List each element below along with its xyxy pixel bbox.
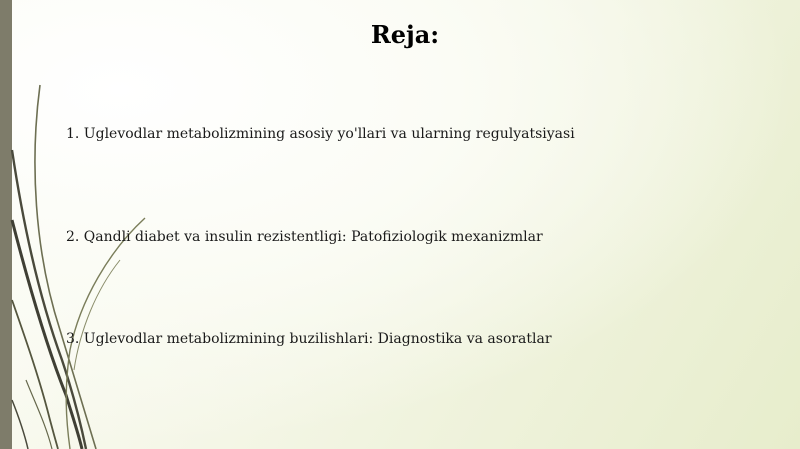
list-item: 2. Qandli diabet va insulin rezistentligi: Patofiziologik mexanizmlar — [66, 229, 543, 245]
slide-title: Reja: — [370, 20, 440, 49]
grass-decoration-icon — [0, 0, 160, 449]
list-item: 1. Uglevodlar metabolizmining asosiy yo'llari va ularning regulyatsiyasi — [66, 126, 575, 142]
list-item: 3. Uglevodlar metabolizmining buzilishlari: Diagnostika va asoratlar — [66, 331, 552, 347]
